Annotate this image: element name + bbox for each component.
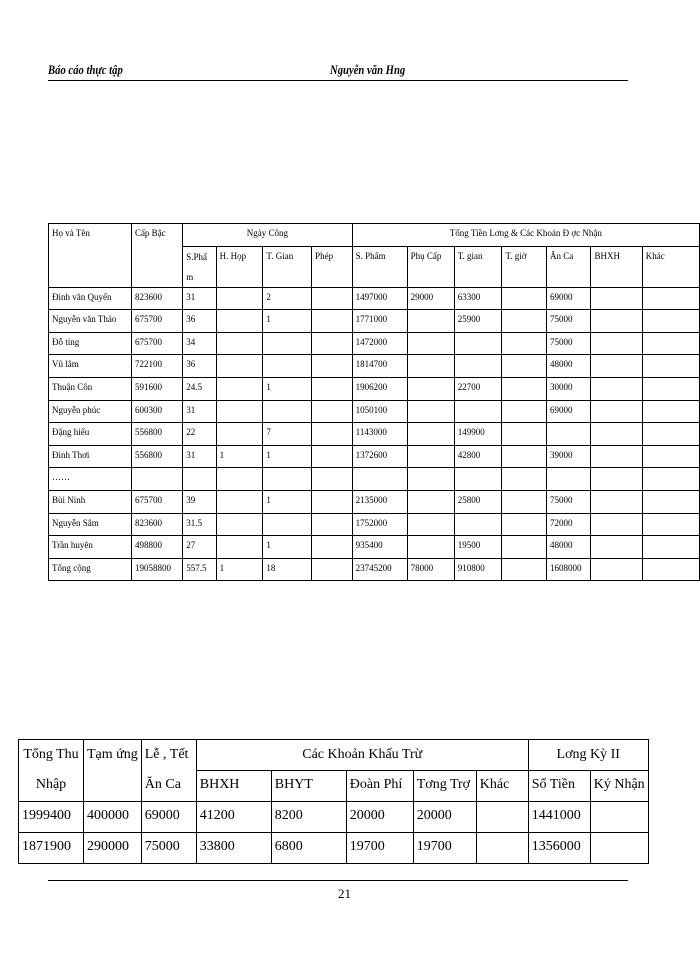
table-cell xyxy=(642,377,699,400)
subheader-cell: Số Tiền xyxy=(528,771,590,802)
table-cell xyxy=(502,558,547,581)
table-cell: Đặng hiếu xyxy=(49,423,132,446)
table-cell xyxy=(591,536,642,559)
table-cell: 48000 xyxy=(546,536,590,559)
holiday-header: Lễ , Tết Ăn Ca xyxy=(141,740,196,802)
table-cell xyxy=(263,468,312,491)
table-cell: 29000 xyxy=(407,287,454,310)
table-cell: 823600 xyxy=(131,513,182,536)
table-cell xyxy=(591,423,642,446)
subheader-cell: Phép xyxy=(312,246,353,287)
footer-rule xyxy=(48,880,628,881)
subheader-cell: Khác xyxy=(476,771,528,802)
table-cell: 1608000 xyxy=(546,558,590,581)
subheader-cell: T. giờ xyxy=(502,246,547,287)
table-cell xyxy=(591,287,642,310)
table-cell xyxy=(131,468,182,491)
table-row xyxy=(49,355,700,378)
table-cell xyxy=(591,558,642,581)
table-cell: Nguyễn văn Thảo xyxy=(49,310,132,333)
table-cell: 20000 xyxy=(413,802,476,833)
subheader-cell: Khác xyxy=(642,246,699,287)
table-cell xyxy=(642,468,699,491)
table-cell: 1752000 xyxy=(352,513,407,536)
table-cell: 1050100 xyxy=(352,400,407,423)
table-cell xyxy=(642,558,699,581)
table-cell: 910800 xyxy=(454,558,502,581)
table-cell xyxy=(591,355,642,378)
table-cell xyxy=(312,423,353,446)
table-cell xyxy=(546,468,590,491)
table-cell xyxy=(407,513,454,536)
table-cell xyxy=(312,310,353,333)
subheader-cell: Ký Nhận xyxy=(590,771,648,802)
table-cell xyxy=(454,513,502,536)
table-cell: 78000 xyxy=(407,558,454,581)
table-cell: 290000 xyxy=(84,833,142,864)
table-cell xyxy=(591,400,642,423)
subheader-cell: H. Họp xyxy=(216,246,263,287)
table-cell xyxy=(590,833,648,864)
table-cell: 25900 xyxy=(454,310,502,333)
table-cell: Đỗ tíng xyxy=(49,332,132,355)
table-cell xyxy=(407,536,454,559)
table-cell: 39000 xyxy=(546,445,590,468)
table-cell: 23745200 xyxy=(352,558,407,581)
table-cell: 6800 xyxy=(271,833,346,864)
table-cell: 600300 xyxy=(131,400,182,423)
table-row xyxy=(19,833,649,864)
table-cell: …… xyxy=(49,468,132,491)
table-cell: Vũ lâm xyxy=(49,355,132,378)
table-cell xyxy=(502,445,547,468)
table-cell: 19500 xyxy=(454,536,502,559)
period-pay-header: Lơng Kỳ II xyxy=(528,740,648,771)
table-cell xyxy=(407,400,454,423)
table-row xyxy=(49,536,700,559)
table-cell: 18 xyxy=(263,558,312,581)
table-cell: Đinh văn Quyến xyxy=(49,287,132,310)
table-cell: 72000 xyxy=(546,513,590,536)
table-cell: 39 xyxy=(183,490,216,513)
table-cell xyxy=(216,332,263,355)
col-grade-header: Cấp Bậc xyxy=(131,224,182,288)
table-cell xyxy=(407,377,454,400)
table-cell: 722100 xyxy=(131,355,182,378)
table-row xyxy=(49,310,700,333)
table-cell: 31.5 xyxy=(183,513,216,536)
table-cell: 69000 xyxy=(141,802,196,833)
table-cell xyxy=(312,536,353,559)
table-cell: 1906200 xyxy=(352,377,407,400)
table-row xyxy=(19,802,649,833)
table-cell: 75000 xyxy=(546,332,590,355)
table-cell: 31 xyxy=(183,400,216,423)
subheader-cell: T. gian xyxy=(454,246,502,287)
table-cell xyxy=(263,332,312,355)
table-cell: 556800 xyxy=(131,423,182,446)
table-cell: 556800 xyxy=(131,445,182,468)
table-cell xyxy=(454,400,502,423)
table-cell: 19700 xyxy=(346,833,413,864)
table-cell xyxy=(502,310,547,333)
table-cell: 63300 xyxy=(454,287,502,310)
table-cell: 1 xyxy=(263,377,312,400)
table-cell xyxy=(642,310,699,333)
table-cell xyxy=(502,513,547,536)
table-row xyxy=(49,445,700,468)
table-cell: 1 xyxy=(216,445,263,468)
table-cell: 1372600 xyxy=(352,445,407,468)
table-cell: 75000 xyxy=(546,310,590,333)
table-cell: 22700 xyxy=(454,377,502,400)
col-name-header: Họ và Tên xyxy=(49,224,132,288)
table-cell: 1 xyxy=(263,490,312,513)
table-row xyxy=(49,423,700,446)
subheader-cell: Đoàn Phí xyxy=(346,771,413,802)
table-cell: 42800 xyxy=(454,445,502,468)
table-cell: 69000 xyxy=(546,400,590,423)
table-cell xyxy=(642,536,699,559)
table-cell xyxy=(407,490,454,513)
table-cell: 823600 xyxy=(131,287,182,310)
table-cell xyxy=(312,513,353,536)
table-cell xyxy=(476,833,528,864)
table-cell: 1771000 xyxy=(352,310,407,333)
table-cell: Thuận Côn xyxy=(49,377,132,400)
subheader-cell: T. Gian xyxy=(263,246,312,287)
table-cell xyxy=(591,332,642,355)
table-cell xyxy=(407,310,454,333)
table-cell: Bùi Ninh xyxy=(49,490,132,513)
table-cell: Nguyễn Sâm xyxy=(49,513,132,536)
table-cell: 48000 xyxy=(546,355,590,378)
table-row xyxy=(49,332,700,355)
advance-header: Tạm ứng xyxy=(84,740,142,802)
table-cell: 675700 xyxy=(131,332,182,355)
payroll-header-row xyxy=(49,224,700,247)
table-cell: 25800 xyxy=(454,490,502,513)
subheader-cell: S. Phẩm xyxy=(352,246,407,287)
table-cell: 1441000 xyxy=(528,802,590,833)
table-cell xyxy=(454,468,502,491)
table-cell: 498800 xyxy=(131,536,182,559)
author-name: Nguyễn văn Hng xyxy=(330,62,406,77)
table-cell xyxy=(216,400,263,423)
table-cell: 557.5 xyxy=(183,558,216,581)
table-cell: 2 xyxy=(263,287,312,310)
table-cell: 149900 xyxy=(454,423,502,446)
payroll-table xyxy=(48,223,700,581)
table-cell: 1497000 xyxy=(352,287,407,310)
subheader-cell: Ăn Ca xyxy=(546,246,590,287)
table-cell xyxy=(502,287,547,310)
table-row xyxy=(49,400,700,423)
subheader-cell: Phụ Cấp xyxy=(407,246,454,287)
subheader-cell: Tơng Trợ xyxy=(413,771,476,802)
deductions-header-row xyxy=(19,740,649,771)
table-cell xyxy=(454,355,502,378)
table-cell: 69000 xyxy=(546,287,590,310)
table-cell xyxy=(590,802,648,833)
page-number: 21 xyxy=(338,886,351,901)
table-cell xyxy=(502,423,547,446)
table-cell: 34 xyxy=(183,332,216,355)
table-cell xyxy=(216,310,263,333)
table-cell: 1871900 xyxy=(19,833,84,864)
deductions-table xyxy=(18,739,649,864)
table-cell: Tổng cộng xyxy=(49,558,132,581)
table-cell xyxy=(642,355,699,378)
table-cell: 1356000 xyxy=(528,833,590,864)
table-cell xyxy=(407,355,454,378)
table-cell xyxy=(183,468,216,491)
table-cell xyxy=(312,332,353,355)
table-cell xyxy=(216,490,263,513)
table-cell xyxy=(591,513,642,536)
table-cell xyxy=(263,400,312,423)
table-cell: Nguyễn phúc xyxy=(49,400,132,423)
table-cell xyxy=(216,536,263,559)
subheader-cell: BHXH xyxy=(591,246,642,287)
table-cell xyxy=(407,423,454,446)
table-cell: 19058800 xyxy=(131,558,182,581)
table-cell: 2135000 xyxy=(352,490,407,513)
table-cell: 22 xyxy=(183,423,216,446)
table-cell xyxy=(591,310,642,333)
report-title: Báo cáo thực tập xyxy=(48,62,123,77)
table-cell xyxy=(312,558,353,581)
table-cell xyxy=(502,536,547,559)
table-cell: 1 xyxy=(216,558,263,581)
table-cell: 75000 xyxy=(141,833,196,864)
table-cell xyxy=(642,423,699,446)
table-cell: 591600 xyxy=(131,377,182,400)
table-row xyxy=(49,513,700,536)
table-row xyxy=(49,377,700,400)
table-cell xyxy=(502,377,547,400)
table-cell: 33800 xyxy=(196,833,271,864)
table-cell xyxy=(476,802,528,833)
table-cell xyxy=(642,287,699,310)
table-cell xyxy=(216,377,263,400)
table-cell: Đinh Thơi xyxy=(49,445,132,468)
table-cell xyxy=(502,468,547,491)
table-cell: 1999400 xyxy=(19,802,84,833)
table-row xyxy=(49,490,700,513)
table-cell xyxy=(642,445,699,468)
table-cell: 8200 xyxy=(271,802,346,833)
table-cell: 36 xyxy=(183,355,216,378)
table-cell xyxy=(591,445,642,468)
table-cell: Trần huyên xyxy=(49,536,132,559)
subheader-cell: BHXH xyxy=(196,771,271,802)
table-cell: 1143000 xyxy=(352,423,407,446)
table-cell xyxy=(502,490,547,513)
deductions-body xyxy=(19,740,649,864)
table-cell xyxy=(216,355,263,378)
table-cell xyxy=(407,445,454,468)
page-header xyxy=(48,62,668,82)
table-cell: 675700 xyxy=(131,490,182,513)
table-cell: 36 xyxy=(183,310,216,333)
table-cell: 31 xyxy=(183,445,216,468)
table-cell xyxy=(642,332,699,355)
table-cell xyxy=(502,355,547,378)
table-cell xyxy=(642,490,699,513)
subheader-cell: BHYT xyxy=(271,771,346,802)
workdays-header: Ngày Công xyxy=(183,224,352,247)
table-cell: 1 xyxy=(263,310,312,333)
table-cell xyxy=(502,400,547,423)
table-cell xyxy=(312,400,353,423)
table-row xyxy=(49,287,700,310)
table-cell xyxy=(263,513,312,536)
table-cell xyxy=(312,468,353,491)
table-cell: 20000 xyxy=(346,802,413,833)
table-cell xyxy=(591,468,642,491)
table-cell xyxy=(216,513,263,536)
table-row xyxy=(49,558,700,581)
deductions-header: Các Khoản Khấu Trừ xyxy=(196,740,528,771)
table-cell: 935400 xyxy=(352,536,407,559)
table-row xyxy=(49,468,700,491)
table-cell: 7 xyxy=(263,423,312,446)
table-cell: 75000 xyxy=(546,490,590,513)
table-cell xyxy=(263,355,312,378)
table-cell xyxy=(312,355,353,378)
table-cell: 27 xyxy=(183,536,216,559)
table-cell: 1 xyxy=(263,536,312,559)
table-cell xyxy=(502,332,547,355)
subheader-cell: S.Phẩm xyxy=(183,246,216,287)
table-cell: 19700 xyxy=(413,833,476,864)
table-cell: 24.5 xyxy=(183,377,216,400)
table-cell: 1472000 xyxy=(352,332,407,355)
table-cell xyxy=(312,490,353,513)
table-cell xyxy=(312,377,353,400)
table-cell xyxy=(642,513,699,536)
table-cell xyxy=(454,332,502,355)
table-cell: 675700 xyxy=(131,310,182,333)
table-cell: 1814700 xyxy=(352,355,407,378)
table-cell xyxy=(312,445,353,468)
table-cell xyxy=(407,332,454,355)
table-cell: 1 xyxy=(263,445,312,468)
table-cell: 400000 xyxy=(84,802,142,833)
table-cell xyxy=(352,468,407,491)
table-cell xyxy=(546,423,590,446)
table-cell: 31 xyxy=(183,287,216,310)
total-pay-header: Tổng Tiền Lơng & Các Khoản Đ ợc Nhận xyxy=(352,224,699,247)
table-cell: 41200 xyxy=(196,802,271,833)
table-cell xyxy=(312,287,353,310)
income-header: Tổng Thu Nhập xyxy=(19,740,84,802)
table-cell xyxy=(642,400,699,423)
header-rule xyxy=(48,80,628,81)
payroll-body xyxy=(49,224,700,581)
table-cell: 30000 xyxy=(546,377,590,400)
table-cell xyxy=(216,287,263,310)
table-cell xyxy=(591,490,642,513)
table-cell xyxy=(216,423,263,446)
table-cell xyxy=(407,468,454,491)
table-cell xyxy=(216,468,263,491)
table-cell xyxy=(591,377,642,400)
